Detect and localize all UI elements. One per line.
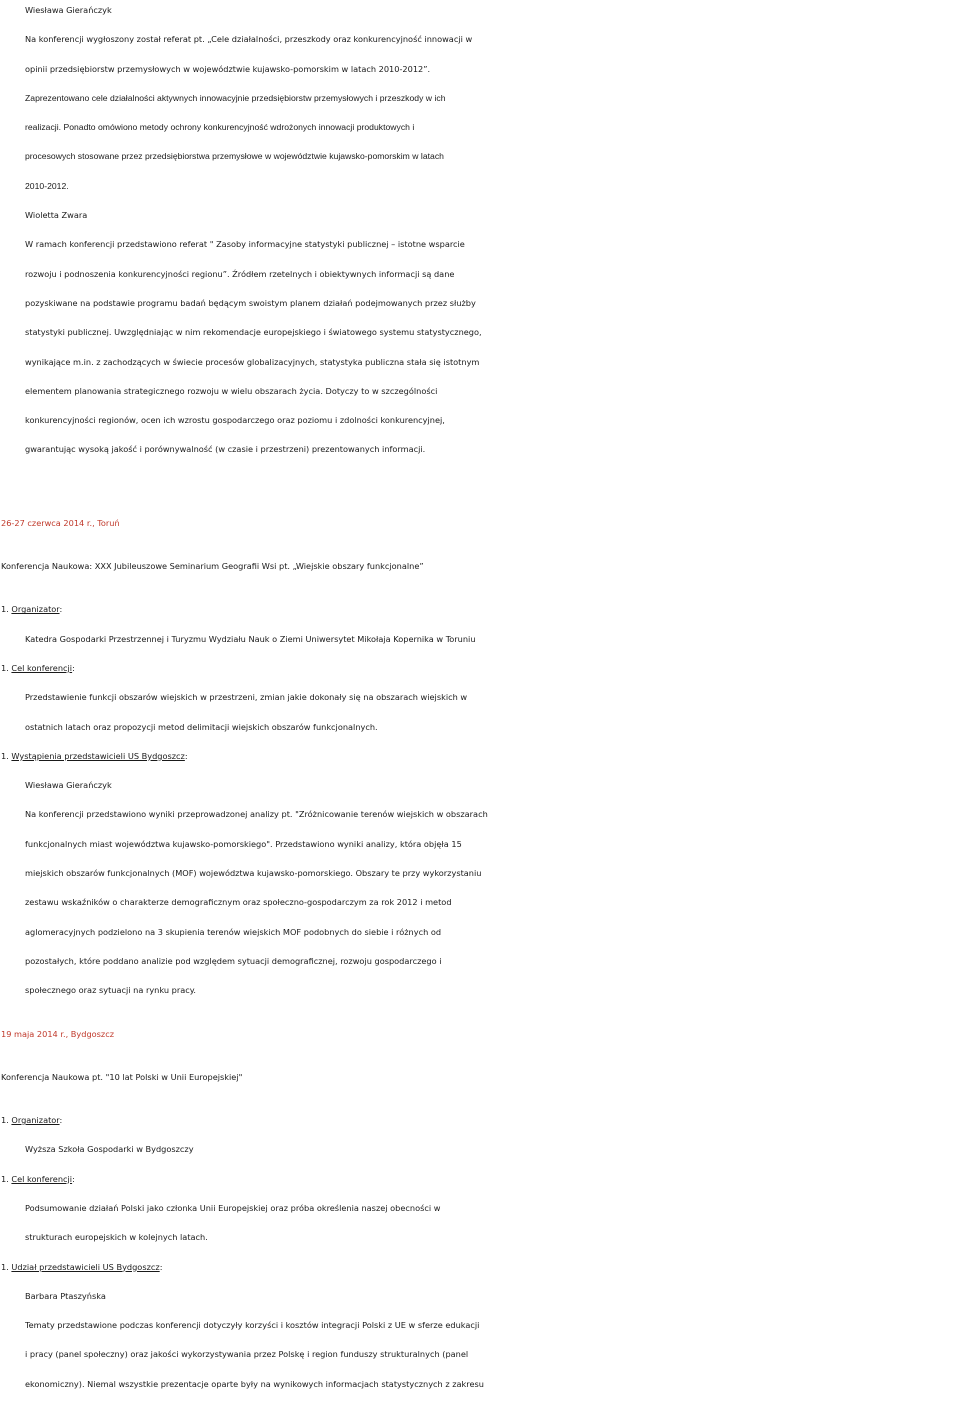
paragraph-line: statystyki publicznej. Uwzględniając w nim rekomendacje europejskiego i światowego systemu statystycznego, (25, 327, 482, 338)
event-place: , Bydgoszcz (65, 1028, 115, 1039)
speech-line: zestawu wskaźników o charakterze demograficznym oraz społeczno-gospodarczym za rok 2012 i metod (25, 897, 452, 908)
organizer-label: 1. Organizator: (1, 1115, 63, 1126)
speech-line: Tematy przedstawione podczas konferencji dotyczyły korzyści i kosztów integracji Polski z UE w sferze edukacji (25, 1320, 480, 1331)
goal-line: Przedstawienie funkcji obszarów wiejskich w przestrzeni, zmian jakie dokonały się na obszarach wiejskich w (25, 692, 468, 703)
paragraph-line: rozwoju i podnoszenia konkurencyjności regionu”. Źródłem rzetelnych i obiektywnych informacji są dane (25, 268, 455, 279)
spacer (0, 538, 960, 552)
event-date: 19 maja 2014 r. (1, 1028, 66, 1039)
speech-line: funkcjonalnych miast województwa kujawsko-pomorskiego". Przedstawiono wyniki analizy, która objęła 15 (25, 838, 462, 849)
spacer (0, 581, 960, 595)
paragraph-line: gwarantując wysoką jakość i porównywalność (w czasie i przestrzeni) prezentowanych informacji. (25, 444, 426, 455)
paragraph-line: opinii przedsiębiorstw przemysłowych w województwie kujawsko-pomorskim w latach 2010-2012”. (25, 63, 431, 74)
speaker-name: Wiesława Gierańczyk (25, 780, 112, 791)
speaker-name: Barbara Ptaszyńska (25, 1290, 106, 1301)
participation-label: 1. Udział przedstawicieli US Bydgoszcz: (1, 1261, 163, 1272)
speech-line: i pracy (panel społeczny) oraz jakości wykorzystywania przez Polskę i region funduszy strukturalnych (panel (25, 1349, 469, 1360)
speech-line: aglomeracyjnych podzielono na 3 skupienia terenów wiejskich MOF podobnych do siebie i różnych od (25, 926, 442, 937)
paragraph-line: procesowych stosowane przez przedsiębiorstwa przemysłowe w województwie kujawsko-pomorskim w latach (25, 151, 444, 162)
organizer-value: Katedra Gospodarki Przestrzennej i Turyzmu Wydziału Nauk o Ziemi Uniwersytet Mikołaja Kopernika w Toruniu (25, 633, 476, 644)
paragraph-line: konkurencyjności regionów, ocen ich wzrostu gospodarczego oraz poziomu i zdolności konkurencyjnej, (25, 415, 445, 426)
author-name: Wioletta Zwara (25, 210, 88, 221)
event-date-place (0, 509, 960, 538)
speech-line: ekonomiczny). Niemal wszystkie prezentacje oparte były na wynikowych informacjach statystycznych z zakresu (25, 1378, 484, 1389)
goal-label: 1. Cel konferencji: (1, 1173, 75, 1184)
speech-line: Na konferencji przedstawiono wyniki przeprowadzonej analizy pt. "Zróżnicowanie terenów wiejskich w obszarach (25, 809, 488, 820)
paragraph-line: 2010-2012. (25, 180, 69, 191)
goal-line: ostatnich latach oraz propozycji metod delimitacji wiejskich obszarów funkcjonalnych. (25, 721, 378, 732)
spacer (0, 465, 960, 509)
event-title: Konferencja Naukowa pt. "10 lat Polski w Unii Europejskiej" (1, 1071, 243, 1082)
paragraph-line: elementem planowania strategicznego rozwoju w wielu obszarach życia. Dotyczy to w szczególności (25, 385, 438, 396)
organizer-label: 1. Organizator: (1, 604, 63, 615)
paragraph-line: Zaprezentowano cele działalności aktywnych innowacyjnie przedsiębiorstw przemysłowych i przeszkody w ich (25, 92, 446, 103)
event-date-place (0, 1020, 960, 1049)
goal-line: strukturach europejskich w kolejnych latach. (25, 1232, 208, 1243)
event-title: Konferencja Naukowa: XXX Jubileuszowe Seminarium Geografii Wsi pt. „Wiejskie obszary funkcjonalne” (1, 561, 424, 572)
speech-line: społecznego oraz sytuacji na rynku pracy. (25, 985, 196, 996)
spacer (0, 1049, 960, 1063)
author-name: Wiesława Gierańczyk (25, 5, 112, 15)
event-date: 26-27 czerwca 2014 r. (1, 517, 93, 528)
spacer (0, 1092, 960, 1106)
paragraph-line: W ramach konferencji przedstawiono referat " Zasoby informacyjne statystyki publicznej – istotne wsparcie (25, 239, 465, 250)
speech-line: miejskich obszarów funkcjonalnych (MOF) województwa kujawsko-pomorskiego. Obszary te przy wykorzystaniu (25, 868, 482, 879)
organizer-value: Wyższa Szkoła Gospodarki w Bydgoszczy (25, 1144, 194, 1155)
paragraph-line: wynikające m.in. z zachodzących w świecie procesów globalizacyjnych, statystyka publiczna stała się istotnym (25, 356, 480, 367)
goal-label: 1. Cel konferencji: (1, 662, 75, 673)
paragraph-line: Na konferencji wygłoszony został referat pt. „Cele działalności, przeszkody oraz konkurencyjność innowacji w (25, 34, 473, 45)
goal-line: Podsumowanie działań Polski jako członka Unii Europejskiej oraz próba określenia naszej obecności w (25, 1202, 441, 1213)
speech-line: pozostałych, które poddano analizie pod względem sytuacji demograficznej, rozwoju gospodarczego i (25, 955, 442, 966)
spacer (0, 1006, 960, 1020)
paragraph-line: pozyskiwane na podstawie programu badań będącym swoistym planem działań podejmowanych przez służby (25, 297, 476, 308)
speeches-label: 1. Wystąpienia przedstawicieli US Bydgoszcz: (1, 750, 188, 761)
event-place: , Toruń (92, 517, 120, 528)
paragraph-line: realizacji. Ponadto omówiono metody ochrony konkurencyjność wdrożonych innowacji produktowych i (25, 122, 415, 133)
